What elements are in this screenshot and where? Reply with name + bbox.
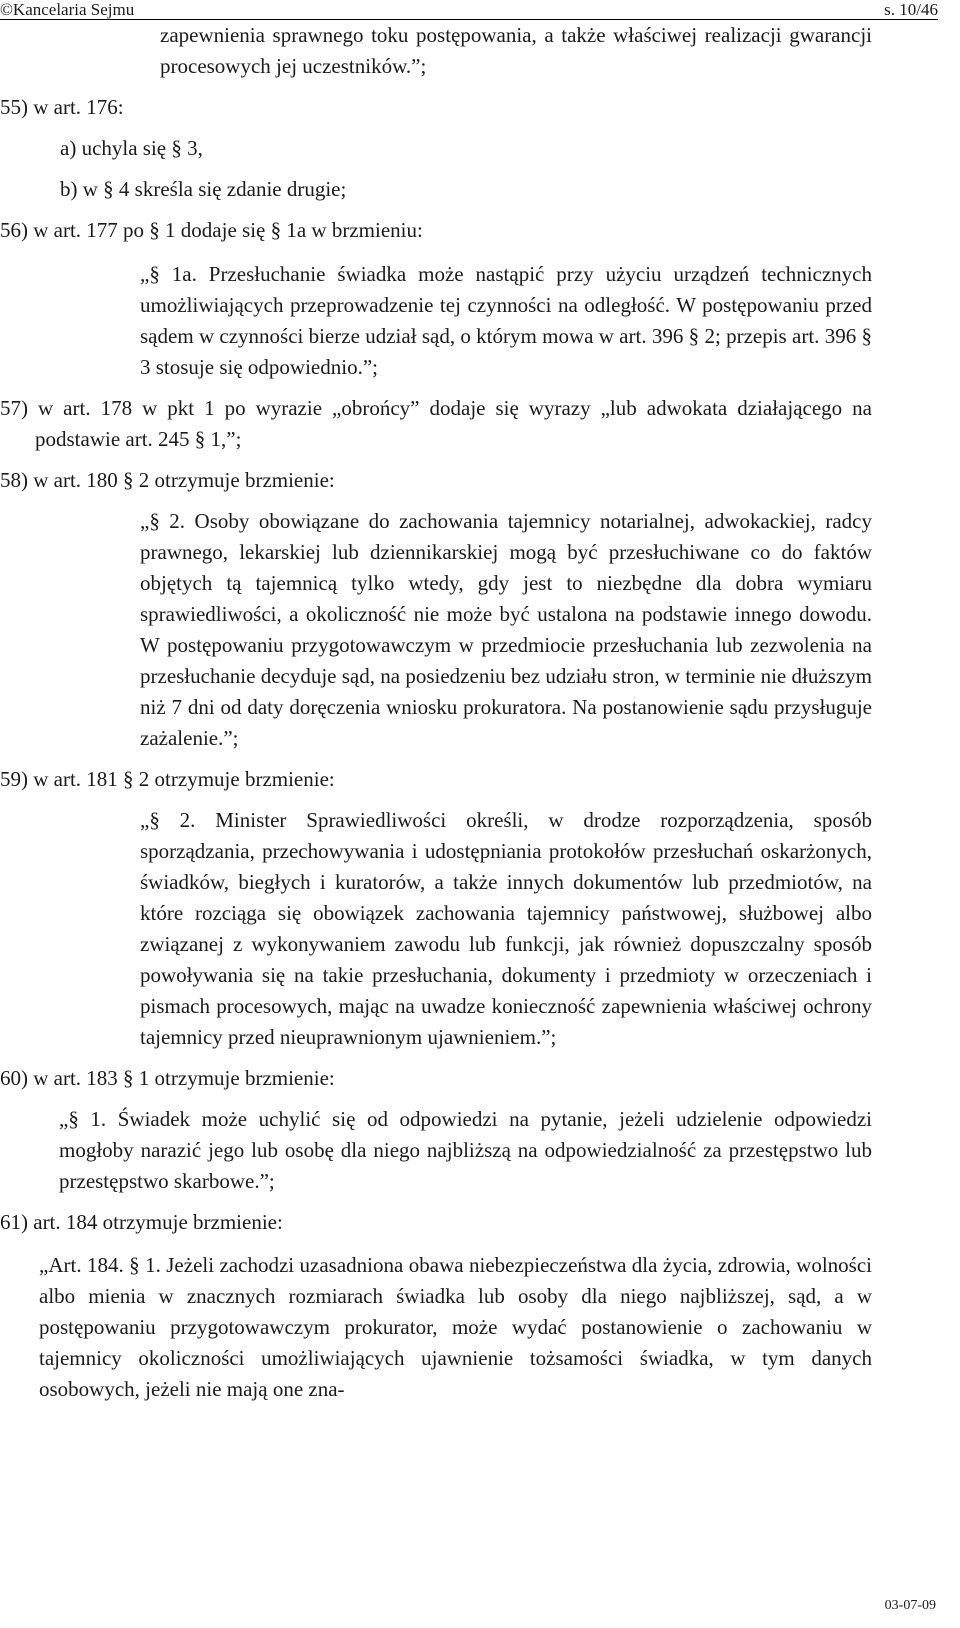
item-60: 60) w art. 183 § 1 otrzymuje brzmienie: [0, 1066, 335, 1090]
document-body [0, 20, 872, 1405]
continuation-paragraph: zapewnienia sprawnego toku postępowania, a także właściwej realizacji gwarancji procesowych jej uczestników.”; [160, 23, 872, 78]
item-55-a: a) uchyla się § 3, [60, 136, 203, 160]
quote-59 [140, 805, 872, 1053]
quote-56-text: „§ 1a. Przesłuchanie świadka może nastąpić przy użyciu urządzeń technicznych umożliwiających przeprowadzenie tej czynności na odległość. W postępowaniu przed sądem w czynności bierze udział sąd, o którym mowa w art. 396 § 2; przepis art. 396 § 3 stosuje się odpowiednio.”; [140, 262, 872, 379]
quote-59-text: „§ 2. Minister Sprawiedliwości określi, w drodze rozporządzenia, sposób sporządzania, przechowywania i udostępniania protokołów przesłuchań oskarżonych, świadków, biegłych i kuratorów, a także innych dokumentów lub przedmiotów, na które rozciąga się obowiązek zachowania tajemnicy państwowej, służbowej albo związanej z wykonywaniem zawodu lub funkcji, jak również dopuszczalny sposób powoływania się na takie przesłuchania, dokumenty i przedmioty w orzeczeniach i pismach procesowych, mając na uwadze konieczność zapewnienia właściwej ochrony tajemnicy przed nieuprawnionym ujawnieniem.”; [140, 808, 872, 1049]
quote-58-text: „§ 2. Osoby obowiązane do zachowania tajemnicy notarialnej, adwokackiej, radcy prawnego, lekarskiej lub dziennikarskiej mogą być przesłuchiwane co do faktów objętych tą tajemnicą tylko wtedy, gdy jest to niezbędne dla dobra wymiaru sprawiedliwości, a okoliczność nie może być ustalona na podstawie innego dowodu. W postępowaniu przygotowawczym w przedmiocie przesłuchania lub zezwolenia na przesłuchanie decyduje sąd, na posiedzeniu bez udziału stron, w terminie nie dłuższym niż 7 dni od daty doręczenia wniosku prokuratora. Na postanowienie sądu przysługuje zażalenie.”; [140, 509, 872, 750]
item-58: 58) w art. 180 § 2 otrzymuje brzmienie: [0, 468, 335, 492]
page-number: s. 10/46 [884, 0, 938, 19]
item-59: 59) w art. 181 § 2 otrzymuje brzmienie: [0, 767, 335, 791]
header-copyright: ©Kancelaria Sejmu [0, 0, 135, 19]
item-56: 56) w art. 177 po § 1 dodaje się § 1a w brzmieniu: [0, 218, 423, 242]
item-57 [0, 393, 872, 455]
footer-date: 03-07-09 [884, 1598, 936, 1613]
item-55-b: b) w § 4 skreśla się zdanie drugie; [60, 177, 347, 201]
item-57-text: 57) w art. 178 w pkt 1 po wyrazie „obrońcy” dodaje się wyrazy „lub adwokata działającego na podstawie art. 245 § 1,”; [0, 396, 872, 451]
item-61: 61) art. 184 otrzymuje brzmienie: [0, 1210, 283, 1234]
quote-60-text: „§ 1. Świadek może uchylić się od odpowiedzi na pytanie, jeżeli udzielenie odpowiedzi mogłoby narazić jego lub osobę dla niego najbliższą na odpowiedzialność za przestępstwo lub przestępstwo skarbowe.”; [59, 1107, 872, 1193]
quote-56 [140, 259, 872, 383]
item-55: 55) w art. 176: [0, 95, 124, 119]
quote-58 [140, 506, 872, 754]
quote-61-text: „Art. 184. § 1. Jeżeli zachodzi uzasadniona obawa niebezpieczeństwa dla życia, zdrowia, wolności albo mienia w znacznych rozmiarach świadka lub osoby dla niego najbliższej, sąd, a w postępowaniu przygotowawczym prokurator, może wydać postanowienie o zachowaniu w tajemnicy okoliczności umożliwiających ujawnienie tożsamości świadka, w tym danych osobowych, jeżeli nie mają one zna- [39, 1253, 872, 1401]
quote-61 [39, 1250, 872, 1405]
quote-60 [59, 1104, 872, 1197]
